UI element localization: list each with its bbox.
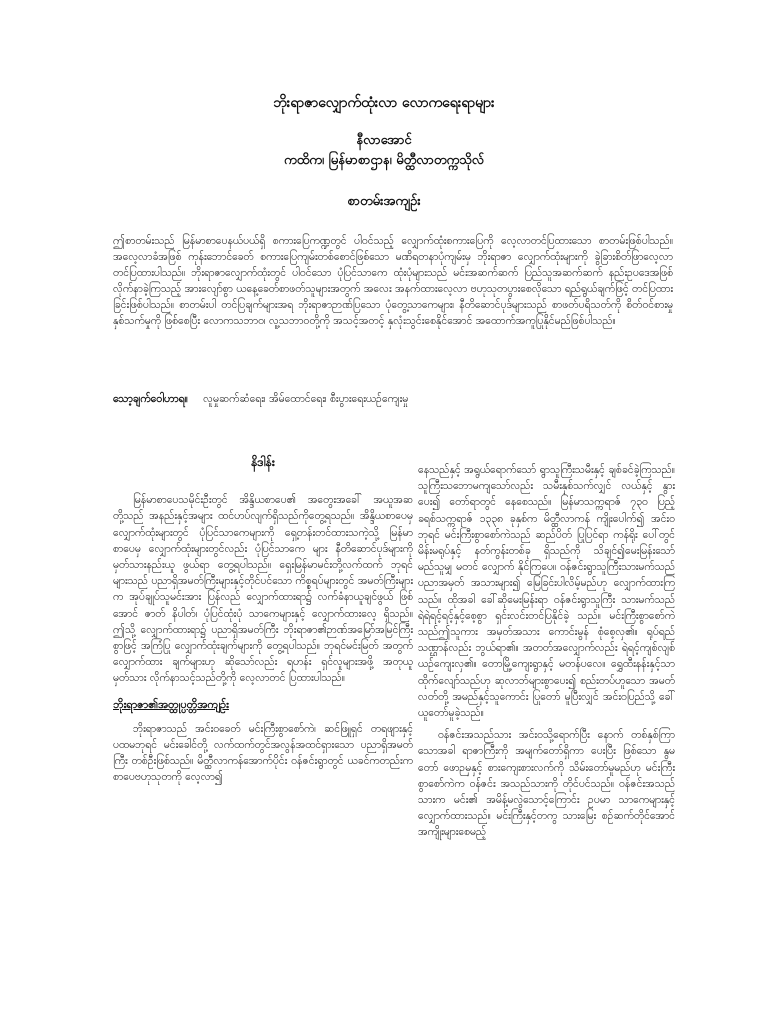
introduction-heading: နိဒါန်း <box>251 455 275 469</box>
right-paragraph-2: ဝန်ဇင်းအသည်သား အင်းဝသို့ရောက်ပြီး နောက် တစ်နှစ်ကြာသောအခါ ရာဇာကြီးကို အမျက်တော်ရှိကာ ပေးပြီး ဖြစ်သော နွမတော် ဖောဉမှနှင့် စားကျေးစားလက်ကို သိမ်းတော်မူမည်ဟု မင်းကြီး စွာစော်ကဲက ဝန်ဇင်း အသည်သားကို တိုင်ပင်သည်။ ဝန်ဇင်းအသည်သားက မင်း၏ အမိန့်မလွဲသောင့်ကြောင်း ဥပမာ သာကေများနှင့် လျှောက်ထားသည်။ မင်းကြီးနှင့်တကွ သားမြေး စဉ်ဆက်တိုင်အောင် အကျိုးများစေမည့် <box>418 729 675 839</box>
author-name: နီလာအောင် <box>356 133 412 148</box>
author-affiliation: ကထိက၊ မြန်မာစာဌာန၊ မိတ္ထီလာတက္ကသိုလ် <box>284 153 484 168</box>
right-paragraph-1: နေသည်နှင့် အရွယ်ရောက်သော် ရွာသူကြီးသမီးနှင့် ချစ်ခင်ခဲ့ကြသည်။ သူကြီးသဘောမကျသော်လည်း သမီးနှစ်သက်လျှင် လယ်နှင့် နွားပေး၍ တော်ရာတွင် နေစေသည်။ မြန်မာသက္ကရာဇ် ၇၃၀ ပြည့် ခရစ်သက္ကရာဇ် ၁၃၃၈ ခုနှစ်က မိတ္ထီလာကန် ကျိုးပေါက်၍ အင်းဝဘုရင် မင်းကြီးစွာစော်ကဲသည် ဆည်ပိတ် ပြုပြင်ရာ ကန်ရိုး ပေါ်တွင် မိန်းမရုပ်နှင့် နတ်ကွန်းတစ်ခု ရှိသည်ကို သိချင်၍မေးမြန်းသော် မည်သူမျှ မတင် လျှောက် နိုင်ကြပေ။ ဝန်ဇင်းရွာသူကြီးသားမက်သည် ပညာအမှတ် အသားများ၍ မြေခြင်းပါလိမ့်မည်ဟု လျှောက်ထားကြ သည်။ ထိုအခါ ခေါ်ဆိုမေးမြန်းရာ ဝန်ဇင်းရွာသူကြီး သားမက်သည် ရဲရဲရင့်ရင့်နှင့်စေ့စွာ ရှင်းလင်းတင်ပြနိုင်ခဲ့ သည်။ မင်းကြီးစွာစော်ကဲသည်ဤသူကား အမှတ်အသား ကောင်းမွန် စုံစေ့လှ၏။ ရုပ်ရည်သဏ္ဌာန်လည်း ဘွယ်ရာ၏။ အတတ်အလျှောက်လည်း ရဲရင့်ကျစ်လျစ် ယဉ်ကျေးလှ၏။ တောမြို့ကျေးရွာနှင့် မတန်ပလေ။ ရွှေထီးနန်းနှင့်သာ ထိုက်လျော်သည်ဟု ဆုလာဘ်များစွာပေး၍ စည်းတပ်ဟူသော အမတ်လတ်တို့ အမည်နှင့်သူကောင်း ပြုတော် မူပြီးလျှင် အင်းဝပြည်သို့ ခေါ်ယူတော်မူခဲ့သည်။ <box>418 464 675 720</box>
keywords-text: လူမှုဆက်ဆံရေး၊ အိမ်ထောင်ရေး၊ စီးပွားရေးယဉ်ကျေးမှု <box>203 393 409 405</box>
left-column <box>113 454 413 792</box>
introduction-paragraph: မြန်မာစာပေသမိုင်းဦးတွင် အိန္ဒိယစာပေ၏ အတွေးအခေါ် အယူအဆတို့သည် အနည်းနှင့်အများ ထင်ဟပ်လျက်ရှိသည်ကိုတွေ့ရသည်။ အိန္ဒိယစာပေမှ လျှောက်ထုံးများတွင် ပုံပြင်သာကေများကို ရှေ့တန်းတင်ထားသကဲ့သို့ မြန်မာစာပေမှ လျှောက်ထုံးများတွင်လည်း ပုံပြင်သာကေ များ နီတိဆောင်ပုဒ်များကို မှတ်သားနည်းယူ ဖွယ်ရာ တွေ့ရပါသည်။ ရှေးမြန်မာမင်းတို့လက်ထက် ဘုရင်များသည် ပညာရှိအမတ်ကြီးများနှင့်တိုင်ပင်သော ကိစ္စရပ်များတွင် အမတ်ကြီးများက အုပ်ချုပ်သူမင်းအား ပြန်လည် လျှောက်ထားရာ၌ လက်ခံနာယူချင်ဖွယ် ဖြစ်အောင် ဇာတ် နိပါတ်၊ ပုံပြင်ထုံးပုံ သာကေများနှင့် လျှောက်ထားလေ့ ရှိသည်။ ဤသို့ လျှောက်ထားရာ၌ ပညာရှိအမတ်ကြီး ဘိုးရာဇာ၏ဉာဏ်အမြော်အမြင်ကြီးစွာဖြင့် အကြံပြု လျှောက်ထုံးချက်များကို တွေ့ရပါသည်။ ဘုရင်မင်းမြတ် အတွက် လျှောက်ထား ချက်များဟု ဆိုသော်လည်း ရဟန်း ရှင်လူများအဖို့ အတုယူမှတ်သား လိုက်နာသင့်သည်တို့ကို လေ့လာတင် ပြထားပါသည်။ <box>113 494 413 685</box>
abstract-heading: စာတမ်းအကျဉ်း <box>347 194 421 209</box>
keywords-label: သော့ချက်ဝေါဟာရ။ <box>113 393 188 405</box>
keywords-line <box>113 391 673 407</box>
biography-heading: ဘိုးရာဇာ၏အတ္ထုပ္ပတ္တိအကျဉ်း <box>113 697 229 711</box>
right-column <box>418 462 675 847</box>
abstract-text: ဤစာတမ်းသည် မြန်မာစာပေနယ်ပယ်ရှိ စကားပြေကဏ္ဍတွင် ပါဝင်သည့် လျှောက်ထုံးစကားပြေကို လေ့လာတင်ပြထားသော စာတမ်းဖြစ်ပါသည်။ အလေ့လာခံအဖြစ် ကုန်းဘောင်ခေတ် စကားပြေကျမ်းတစ်စောင်ဖြစ်သော မဏိရတနာပုံကျမ်းမှ ဘိုးရာဇာ လျှောက်ထုံးများကို ခွဲခြားစိတ်ဖြာလေ့လာ တင်ပြထားပါသည်။ ဘိုးရာဇာလျှောက်ထုံးတွင် ပါဝင်သော ပုံပြင်သာကေ ထုံးပုံများသည် မင်းအဆက်ဆက် ပြည်သူအဆက်ဆက် နည်းဥပဒေအဖြစ် လိုက်နာခဲ့ကြသည့် အားလျော်စွာ ယနေ့ခေတ်စာဖတ်သူများအတွက် အလေး အနက်ထားလေ့လာ ဗဟုသုတပွားစေလိုသော ရည်ရွယ်ချက်ဖြင့် တင်ပြထားခြင်းဖြစ်ပါသည်။ စာတမ်းပါ တင်ပြချက်များအရ ဘိုးရာဇာဉာဏ်ပြသော ပုံတွေ့သာကေများ၊ နီတိဆောင်ပုဒ်များသည် စာဖတ်ပရိသတ်ကို စိတ်ဝင်စားမှု နှစ်သက်မှုကို ဖြစ်စေပြီး လောကသဘာဝ၊ လူ့သဘာဝတို့ကို အသင့်အတင့် နှလုံးသွင်းစေနိုင်အောင် အထောက်အကူပြုနိုင်မည်ဖြစ်ပါသည်။ <box>113 235 673 327</box>
biography-paragraph: ဘိုးရာဇာသည် အင်းဝခေတ် မင်းကြီးစွာစော်ကဲ၊ ဆင်ဖြူရှင် တရဖျားနှင့် ပထမဘုရင် မင်းခေါင်တို့ လက်ထက်တွင်အလွန်အထင်ရှားသော ပညာရှိအမတ်ကြီး တစ်ဦးဖြစ်သည်။ မိတ္ထီလာကန်အောက်ပိုင်း ဝန်ဇင်းရွာတွင် ယခင်ကတည်းက စာပေဗဟုသုတကို လေ့လာ၍ <box>113 722 413 784</box>
paper-title: ဘိုးရာဇာလျှောက်ထုံးလာ လောကရေးရာများ <box>273 95 495 111</box>
